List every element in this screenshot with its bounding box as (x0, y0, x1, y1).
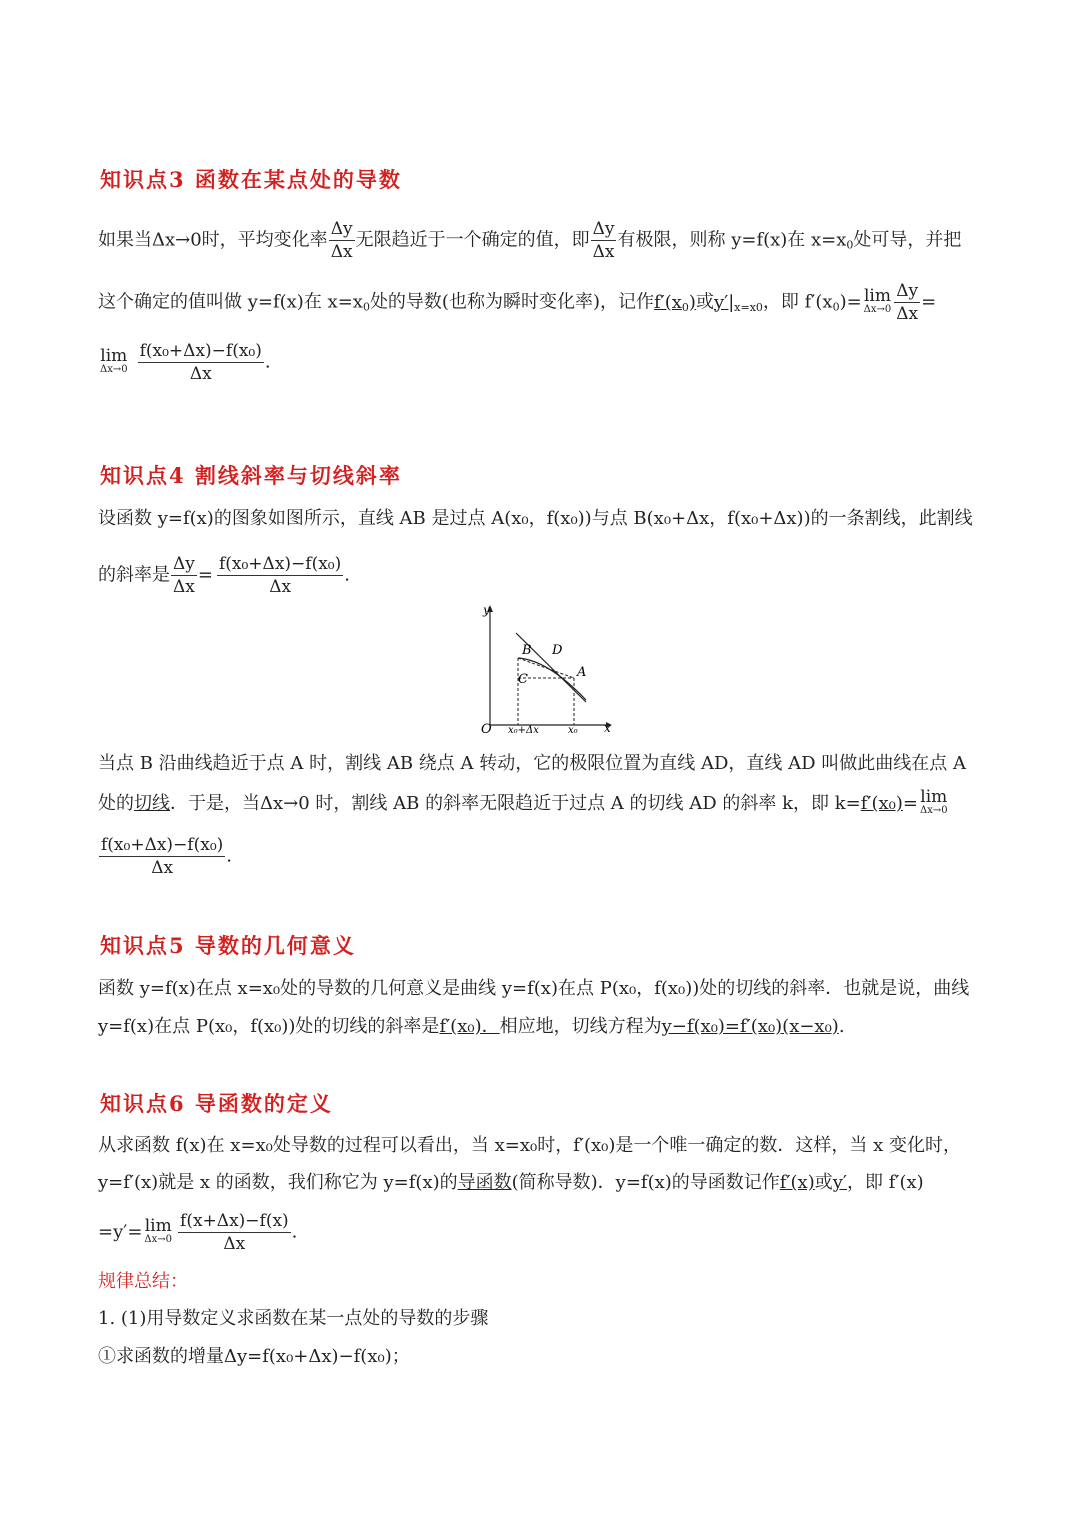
sec4-line-4: 处的切线．于是，当Δx→0 时，割线 AB 的斜率无限趋近于过点 A 的切线 AD 的斜率 k，即 k=f′(x₀)= lim Δx→0 (98, 787, 948, 816)
fig-label-x0: x₀ (568, 725, 578, 736)
section-title-5: 知识点5 导数的几何意义 (100, 933, 356, 958)
fig-label-d: D (552, 643, 563, 658)
secant-tangent-figure (478, 600, 618, 740)
fig-label-y: y (483, 603, 490, 617)
sec6-line-2: y=f′(x)就是 x 的函数，我们称它为 y=f(x)的导函数(简称导数)．y=f(x)的导函数记作f′(x)或y′，即 f′(x) (98, 1172, 924, 1193)
section-title-3: 知识点3 函数在某点处的导数 (100, 167, 402, 192)
fraction-dy-dx-2: $\frac{\Delta y}{\Delta x}$ (592, 219, 615, 262)
rule-summary-label: 规律总结： (98, 1271, 188, 1292)
sec3-line-1: 如果当Δx→0时，平均变化率 $\frac{\Delta y}{\Delta x}$ 无限趋近于一个确定的值，即 $\frac{\Delta y}{\Delta x}$ 有极限，则称 y=f(x)在 $x=x_0$处可导，并把 (98, 219, 962, 262)
fig-label-b: B (522, 643, 532, 658)
fig-label-x: x (604, 721, 611, 735)
sec5-line-2: y=f(x)在点 P(x₀，f(x₀))处的切线的斜率是f′(x₀)．相应地，切线方程为y−f(x₀)=f′(x₀)(x−x₀). (98, 1016, 845, 1037)
sec4-line-2: 的斜率是 $\frac{\Delta y}{\Delta x}$ = $\frac{\text{f(x₀+Δx)−f(x₀)}}{\Delta x}$ . (98, 554, 350, 597)
fig-label-o: O (481, 722, 492, 737)
sec6-line-3: =y′= lim Δx→0 $\frac{f(x+\Delta x)-f(x)}{\Delta x}$ . (98, 1211, 298, 1254)
section-title-6: 知识点6 导函数的定义 (100, 1091, 333, 1116)
fraction-dy-dx: $\frac{\Delta y}{\Delta x}$ (330, 219, 353, 262)
fig-label-x0dx: x₀+Δx (508, 725, 539, 736)
sec4-line-5: $\frac{\text{f(x₀+Δx)−f(x₀)}}{\Delta x}$ . (101, 835, 233, 878)
section-title-4: 知识点4 割线斜率与切线斜率 (100, 463, 402, 488)
sec4-line-3: 当点 B 沿曲线趋近于点 A 时，割线 AB 绕点 A 转动，它的极限位置为直线 AD，直线 AD 叫做此曲线在点 A (98, 753, 966, 774)
fig-label-a: A (577, 665, 587, 680)
sec3-line-2: 这个确定的值叫做 y=f(x)在 $x=x_0$处的导数(也称为瞬时变化率)，记作$f'(x_0)$或$y'|_{x=x0}$，即 $f'(x_0)=$ lim Δx→0 $\frac{\Delta y}{\Delta x}$ = (98, 281, 937, 324)
sec4-line-1: 设函数 y=f(x)的图象如图所示，直线 AB 是过点 A(x₀，f(x₀))与点 B(x₀+Δx，f(x₀+Δx))的一条割线，此割线 (98, 508, 973, 529)
rule-step-1-1: ①求函数的增量Δy=f(x₀+Δx)−f(x₀)； (98, 1346, 410, 1367)
limit-symbol: lim Δx→0 (863, 285, 892, 315)
sec6-line-1: 从求函数 f(x)在 x=x₀处导数的过程可以看出，当 x=x₀时，f′(x₀)是一个唯一确定的数．这样，当 x 变化时， (98, 1135, 961, 1156)
fig-label-c: C (518, 672, 528, 687)
rule-step-1: 1. (1)用导数定义求函数在某一点处的导数的步骤 (98, 1308, 489, 1329)
sec3-line-3: lim Δx→0 $\frac{\text{f(x₀+Δx)−f(x₀)}}{\Delta x}$ . (100, 341, 271, 384)
sec5-line-1: 函数 y=f(x)在点 x=x₀处的导数的几何意义是曲线 y=f(x)在点 P(x₀，f(x₀))处的切线的斜率．也就是说，曲线 (98, 978, 970, 999)
